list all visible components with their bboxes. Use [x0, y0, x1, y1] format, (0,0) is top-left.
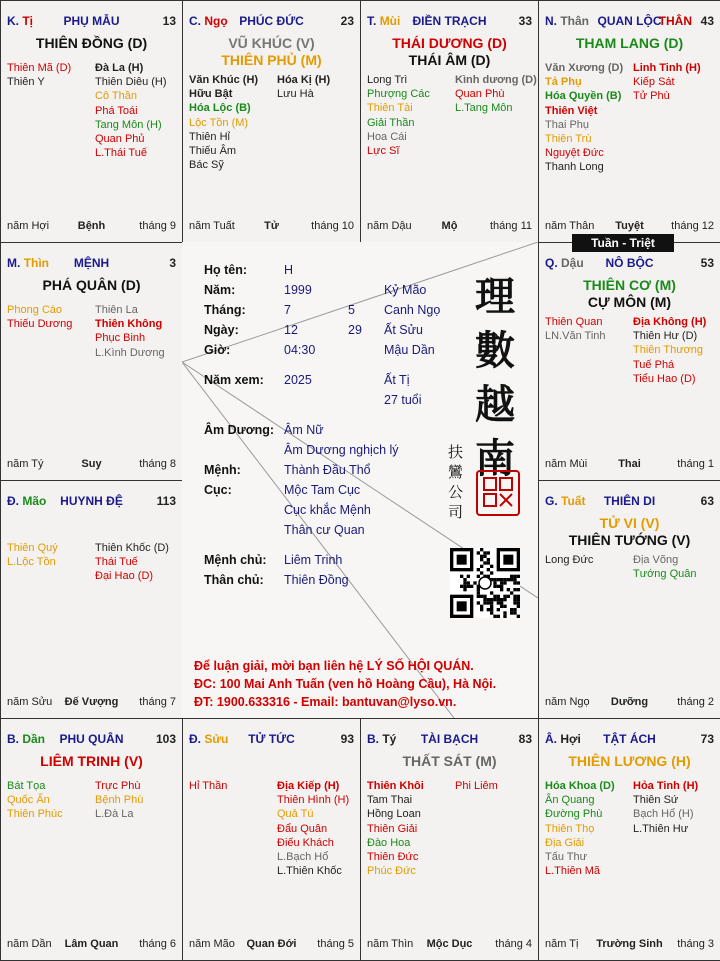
footer-year: năm Tuất: [189, 220, 235, 232]
main-star: THÁI DƯƠNG (D): [392, 35, 507, 51]
minor-star: Đường Phù: [545, 808, 603, 821]
palace-branch: Đ. Mão: [7, 494, 47, 508]
footer-stage: Thai: [618, 458, 641, 470]
palace-name: ĐIỀN TRẠCH: [412, 14, 487, 28]
qr-code-icon: [450, 548, 520, 618]
minor-stars-left: [7, 303, 72, 331]
footer-stage: Dưỡng: [610, 696, 649, 708]
minor-star: Phi Liêm: [455, 780, 498, 792]
minor-star: Hóa Quyền (B): [545, 90, 622, 103]
minor-stars-right: [95, 303, 165, 360]
view-year-can: Ất Tị: [384, 373, 410, 387]
main-star: THÁI ÂM (D): [408, 52, 491, 68]
minor-star: Cô Thần: [95, 90, 137, 103]
minor-stars-left: [545, 553, 593, 567]
main-star: TỬ VI (V): [599, 515, 660, 531]
palace-name: TỬ TỨC: [248, 732, 295, 746]
day-lunar: 29: [348, 323, 362, 337]
palace-number: 73: [700, 732, 714, 746]
calligraphy-char-1: 理: [475, 273, 515, 320]
cuc-note-1: Cục khắc Mệnh: [284, 503, 371, 517]
minor-star: Hồng Loan: [367, 808, 421, 821]
minor-star: L.Kình Dương: [95, 346, 165, 359]
footer-stage: Mộc Dục: [426, 938, 473, 950]
palace-footer: [7, 220, 176, 234]
minor-star: Thiên Việt: [545, 104, 598, 117]
minor-star: Thai Phụ: [545, 118, 590, 131]
footer-stage: Trường Sinh: [596, 938, 663, 950]
minor-star: Bác Sỹ: [189, 159, 224, 172]
minor-star: Tiểu Hao (D): [633, 372, 696, 385]
minor-stars-right: [633, 315, 706, 386]
palace-name: PHÚC ĐỨC: [239, 14, 304, 28]
view-year-value: 2025: [284, 373, 312, 387]
month-value: 7: [284, 303, 291, 317]
main-star: VŨ KHÚC (V): [228, 35, 315, 51]
month-label: Tháng:: [204, 303, 246, 317]
month-can: Canh Ngọ: [384, 303, 441, 317]
palace-header: [7, 256, 176, 272]
minor-star: Hỏa Tinh (H): [633, 780, 699, 792]
minor-star: Thanh Long: [545, 161, 604, 174]
palace-header: [545, 256, 714, 272]
palace-footer: [7, 938, 176, 952]
main-star: LIÊM TRINH (V): [40, 753, 143, 769]
main-star: THAM LANG (D): [575, 35, 684, 51]
palace-name: TẬT ÁCH: [603, 732, 656, 746]
minor-star: Hỉ Thần: [189, 780, 228, 792]
minor-star: Long Đức: [545, 554, 594, 566]
minor-star: Đà La (H): [95, 62, 144, 74]
minor-star: Thiên Hư (D): [633, 330, 698, 343]
minor-star: Phong Cáo: [7, 304, 63, 316]
contact-line-2: ĐC: 100 Mai Anh Tuấn (ven hồ Hoàng Cầu), Hà Nội.: [194, 677, 497, 691]
footer-month: tháng 2: [677, 696, 714, 708]
minor-star: Phá Toái: [95, 104, 138, 117]
palace-branch: B. Tý: [367, 732, 397, 746]
minor-stars-right: [95, 541, 169, 584]
minor-star: L.Thiên Khốc: [277, 865, 342, 878]
minor-star: Thiên Trù: [545, 133, 592, 146]
palace-header: [7, 14, 176, 30]
minor-star: Thiên Hình (H): [277, 794, 350, 807]
footer-month: tháng 3: [677, 938, 714, 950]
minor-star: Tuế Phá: [633, 358, 675, 371]
palace-header: [367, 732, 532, 748]
minor-star: Hữu Bật: [189, 88, 233, 101]
minor-star: Địa Kiếp (H): [277, 780, 340, 792]
tuan-triet-badge: Tuần - Triệt: [572, 234, 674, 252]
minor-star: Phúc Đức: [367, 865, 416, 878]
minor-star: Thái Tuế: [95, 556, 138, 569]
calligraphy-char-4: 南: [475, 435, 515, 482]
main-star: CỰ MÔN (M): [587, 294, 672, 310]
minor-star: Thiên Diêu (H): [95, 76, 167, 89]
palace-header: [545, 732, 714, 748]
red-seal-stamp: [476, 470, 520, 516]
palace-ti: [0, 0, 183, 243]
minor-star: Thiếu Âm: [189, 145, 237, 158]
minor-star: Phượng Các: [367, 88, 430, 101]
minor-stars-right: [95, 779, 143, 822]
menh-label: Mệnh:: [204, 463, 241, 477]
palace-name: TÀI BẠCH: [420, 732, 479, 746]
footer-month: tháng 7: [139, 696, 176, 708]
than-marker: THÂN: [658, 14, 692, 28]
minor-star: Quốc Ấn: [7, 794, 50, 807]
minor-star: Địa Không (H): [633, 316, 707, 328]
minor-star: Bát Tọa: [7, 780, 46, 792]
minor-star: Ân Quang: [545, 794, 595, 807]
than-chu-value: Thiên Đồng: [284, 573, 349, 587]
palace-header: [189, 732, 354, 748]
palace-number: 103: [155, 732, 176, 746]
day-can: Ất Sửu: [384, 323, 423, 337]
minor-star: Hoa Cái: [367, 130, 407, 143]
palace-dau: [538, 242, 720, 481]
palace-suu: [182, 718, 361, 961]
minor-star: Quan Phù: [455, 88, 505, 101]
minor-star: Long Trì: [367, 74, 408, 86]
footer-month: tháng 11: [489, 220, 532, 232]
minor-star: Đào Hoa: [367, 836, 411, 849]
palace-name: HUYNH ĐỆ: [60, 494, 123, 508]
palace-footer: [367, 938, 532, 952]
minor-star: Thiên Giải: [367, 822, 418, 835]
calligraphy-logo: [467, 270, 523, 486]
minor-star: Thiếu Dương: [7, 318, 73, 331]
minor-star: Thiên Khôi: [367, 780, 424, 792]
minor-stars-right: [277, 73, 330, 101]
palace-header: [545, 494, 714, 510]
minor-star: Văn Xương (D): [545, 62, 624, 74]
calligraphy-char-3: 越: [475, 381, 515, 428]
day-value: 12: [284, 323, 298, 337]
minor-star: Quan Phủ: [95, 133, 145, 146]
palace-branch: C. Ngọ: [189, 14, 228, 28]
palace-footer: [367, 220, 532, 234]
palace-number: 63: [700, 494, 714, 508]
palace-header: [367, 14, 532, 30]
seal-char-3: 公: [448, 483, 464, 501]
minor-star: Điếu Khách: [277, 836, 334, 849]
palace-branch: Â. Hợi: [545, 732, 581, 746]
minor-star: Tấu Thư: [545, 851, 588, 864]
minor-star: Quả Tú: [277, 808, 314, 821]
minor-star: Hóa Kị (H): [277, 74, 331, 86]
footer-stage: Tử: [264, 220, 279, 232]
footer-year: năm Mùi: [545, 458, 588, 470]
minor-star: Thiên Không: [95, 318, 163, 331]
minor-star: Thiên Tài: [367, 102, 413, 115]
palace-name: THIÊN DI: [603, 494, 656, 508]
minor-star: Tả Phụ: [545, 76, 582, 89]
main-star: THIÊN ĐỒNG (D): [35, 35, 148, 51]
minor-star: Giải Thần: [367, 116, 415, 129]
minor-star: Linh Tinh (H): [633, 62, 701, 74]
footer-month: tháng 6: [139, 938, 176, 950]
hour-value: 04:30: [284, 343, 316, 357]
name-label: Họ tên:: [204, 263, 248, 277]
minor-stars-left: [189, 779, 227, 793]
palace-branch: G. Tuất: [545, 494, 586, 508]
minor-star: Kiếp Sát: [633, 76, 675, 89]
minor-star: Tướng Quân: [633, 568, 697, 581]
footer-year: năm Mão: [189, 938, 235, 950]
minor-star: Tam Thai: [367, 794, 413, 807]
minor-star: Thiên Đức: [367, 851, 419, 864]
minor-stars-right: [277, 779, 349, 878]
palace-thin: [0, 242, 183, 481]
minor-star: Đại Hao (D): [95, 570, 154, 583]
footer-year: năm Dậu: [367, 220, 412, 232]
minor-star: Kình dương (D): [455, 74, 537, 86]
month-lunar: 5: [348, 303, 355, 317]
minor-stars-right: [455, 779, 498, 793]
minor-star: Thiên Mã (D): [7, 62, 72, 74]
minor-stars-left: [545, 779, 615, 878]
palace-footer: [545, 458, 714, 472]
palace-branch: T. Mùi: [367, 14, 401, 28]
menh-chu-label: Mệnh chủ:: [204, 553, 267, 567]
cuc-note-2: Thân cư Quan: [284, 523, 365, 537]
minor-star: Thiên Thương: [633, 344, 704, 357]
than-chu-label: Thân chủ:: [204, 573, 264, 587]
palace-footer: [7, 458, 176, 472]
footer-year: năm Dần: [7, 938, 52, 950]
palace-footer: [189, 220, 354, 234]
palace-footer: [545, 938, 714, 952]
cuc-label: Cục:: [204, 483, 232, 497]
minor-star: L.Đà La: [95, 808, 134, 821]
amduong-note: Âm Dương nghịch lý: [284, 443, 399, 457]
minor-stars-left: [7, 779, 63, 822]
footer-stage: Đế Vượng: [64, 696, 119, 708]
minor-star: Thiên Khốc (D): [95, 542, 169, 554]
name-value: H: [284, 263, 294, 277]
main-star: PHÁ QUÂN (D): [42, 277, 141, 293]
main-star: THIÊN PHỦ (M): [221, 52, 322, 68]
minor-star: Đẩu Quân: [277, 822, 328, 835]
minor-star: Tang Môn (H): [95, 118, 162, 131]
palace-number: 53: [700, 256, 714, 270]
palace-name: MỆNH: [73, 256, 110, 270]
footer-year: năm Ngọ: [545, 696, 590, 708]
minor-star: Thiên Quan: [545, 316, 603, 328]
footer-stage: Quan Đới: [246, 938, 297, 950]
minor-star: Địa Võng: [633, 554, 679, 566]
palace-name: NÔ BỘC: [605, 256, 654, 270]
calligraphy-char-2: 數: [475, 327, 515, 374]
minor-stars-left: [545, 315, 606, 343]
palace-name: QUAN LỘC: [597, 14, 662, 28]
palace-number: 83: [518, 732, 532, 746]
palace-header: [7, 494, 176, 510]
minor-star: L.Thái Tuế: [95, 147, 147, 160]
palace-footer: [545, 220, 714, 234]
main-star: THẤT SÁT (M): [402, 753, 497, 769]
minor-star: Trực Phù: [95, 780, 141, 792]
footer-stage: Tuyệt: [615, 220, 644, 232]
footer-month: tháng 12: [671, 220, 714, 232]
main-star: THIÊN CƠ (M): [583, 277, 676, 293]
menh-value: Thành Đầu Thổ: [284, 463, 371, 477]
footer-year: năm Thìn: [367, 938, 414, 950]
palace-ty: [360, 718, 539, 961]
minor-stars-right: [455, 73, 537, 116]
minor-star: L.Bạch Hổ: [277, 851, 329, 864]
amduong-value: Âm Nữ: [284, 423, 324, 437]
footer-stage: Suy: [81, 458, 102, 470]
minor-stars-left: [545, 61, 623, 175]
footer-stage: Bệnh: [77, 220, 106, 232]
minor-star: Thiên La: [95, 304, 138, 316]
minor-star: Thiên Quý: [7, 542, 58, 554]
footer-month: tháng 10: [311, 220, 354, 232]
minor-star: Tử Phù: [633, 90, 670, 103]
footer-month: tháng 8: [139, 458, 176, 470]
palace-number: 43: [700, 14, 714, 28]
palace-than: [538, 0, 720, 243]
center-info-panel: [182, 242, 538, 718]
year-can: Kỷ Mão: [384, 283, 427, 297]
contact-line-1: Để luận giải, mời bạn liên hệ LÝ SỐ HỘI QUÁN.: [194, 659, 474, 673]
palace-number: 13: [162, 14, 176, 28]
minor-star: Bạch Hổ (H): [633, 808, 694, 821]
minor-star: Thiên Sứ: [633, 794, 679, 807]
minor-star: L.Tang Môn: [455, 102, 513, 115]
palace-mao: [0, 480, 183, 719]
footer-stage: Mộ: [441, 220, 458, 232]
minor-stars-left: [7, 61, 71, 89]
palace-branch: Đ. Sửu: [189, 732, 229, 746]
palace-footer: [545, 696, 714, 710]
day-label: Ngày:: [204, 323, 239, 337]
minor-star: Thiên Hỉ: [189, 130, 230, 143]
minor-star: Hóa Lộc (B): [189, 102, 251, 115]
palace-branch: N. Thân: [545, 14, 590, 28]
seal-char-1: 扶: [448, 443, 464, 461]
minor-stars-right: [633, 779, 698, 836]
palace-header: [545, 14, 714, 30]
cuc-value: Mộc Tam Cục: [284, 483, 361, 497]
contact-line-3: ĐT: 1900.633316 - Email: bantuvan@lyso.vn.: [194, 695, 457, 709]
footer-month: tháng 4: [495, 938, 532, 950]
view-year-label: Năm xem:: [204, 373, 264, 387]
minor-star: Địa Giải: [545, 836, 585, 849]
footer-month: tháng 9: [139, 220, 176, 232]
minor-star: Hóa Khoa (D): [545, 780, 615, 792]
minor-star: Nguyệt Đức: [545, 147, 604, 160]
year-label: Năm:: [204, 283, 236, 297]
age-value: 27 tuổi: [384, 393, 422, 407]
footer-month: tháng 5: [317, 938, 354, 950]
minor-star: L.Thiên Hư: [633, 822, 689, 835]
footer-year: năm Hợi: [7, 220, 50, 232]
palace-header: [7, 732, 176, 748]
palace-tuat: [538, 480, 720, 719]
seal-char-2: 鸞: [448, 463, 464, 481]
minor-stars-left: [367, 73, 430, 158]
footer-year: năm Tý: [7, 458, 44, 470]
main-star: THIÊN LƯƠNG (H): [568, 753, 691, 769]
footer-year: năm Tị: [545, 938, 579, 950]
hour-can: Mậu Dần: [384, 343, 435, 357]
minor-star: Thiên Thọ: [545, 822, 595, 835]
palace-ngo: [182, 0, 361, 243]
minor-star: Bệnh Phù: [95, 794, 144, 807]
palace-number: 23: [340, 14, 354, 28]
minor-star: Thiên Y: [7, 76, 45, 89]
palace-branch: Q. Dậu: [545, 256, 584, 270]
minor-stars-right: [633, 553, 697, 581]
palace-dan: [0, 718, 183, 961]
palace-hoi: [538, 718, 720, 961]
palace-branch: K. Tị: [7, 14, 34, 28]
minor-star: L.Lộc Tồn: [7, 556, 56, 569]
palace-footer: [7, 696, 176, 710]
palace-name: PHỤ MẪU: [63, 14, 120, 28]
footer-stage: Lâm Quan: [64, 938, 119, 950]
seal-char-4: 司: [448, 503, 464, 521]
seal-text: [448, 442, 466, 522]
minor-star: Phục Binh: [95, 332, 146, 345]
minor-star: L.Thiên Mã: [545, 865, 601, 878]
minor-star: Thiên Phúc: [7, 808, 63, 821]
palace-footer: [189, 938, 354, 952]
hour-label: Giờ:: [204, 343, 231, 357]
amduong-label: Âm Dương:: [204, 423, 275, 437]
main-star: THIÊN TƯỚNG (V): [568, 532, 691, 548]
palace-number: 3: [169, 256, 176, 270]
minor-stars-right: [633, 61, 701, 104]
palace-number: 113: [156, 494, 176, 508]
palace-mui: [360, 0, 539, 243]
minor-stars-right: [95, 61, 167, 160]
year-value: 1999: [284, 283, 312, 297]
minor-star: LN.Văn Tinh: [545, 330, 606, 343]
minor-star: Lưu Hà: [277, 88, 314, 101]
palace-branch: B. Dần: [7, 732, 46, 746]
minor-stars-left: [7, 541, 58, 569]
palace-header: [189, 14, 354, 30]
menh-chu-value: Liêm Trinh: [284, 553, 343, 567]
footer-month: tháng 1: [677, 458, 714, 470]
minor-stars-left: [189, 73, 258, 172]
footer-year: năm Sửu: [7, 696, 53, 708]
palace-number: 93: [340, 732, 354, 746]
palace-name: PHU QUÂN: [59, 732, 124, 746]
minor-stars-left: [367, 779, 424, 878]
footer-year: năm Thân: [545, 220, 595, 232]
palace-branch: M. Thìn: [7, 256, 50, 270]
palace-number: 33: [518, 14, 532, 28]
minor-star: Văn Khúc (H): [189, 74, 259, 86]
minor-star: Lộc Tồn (M): [189, 116, 249, 129]
minor-star: Lực Sĩ: [367, 145, 400, 158]
